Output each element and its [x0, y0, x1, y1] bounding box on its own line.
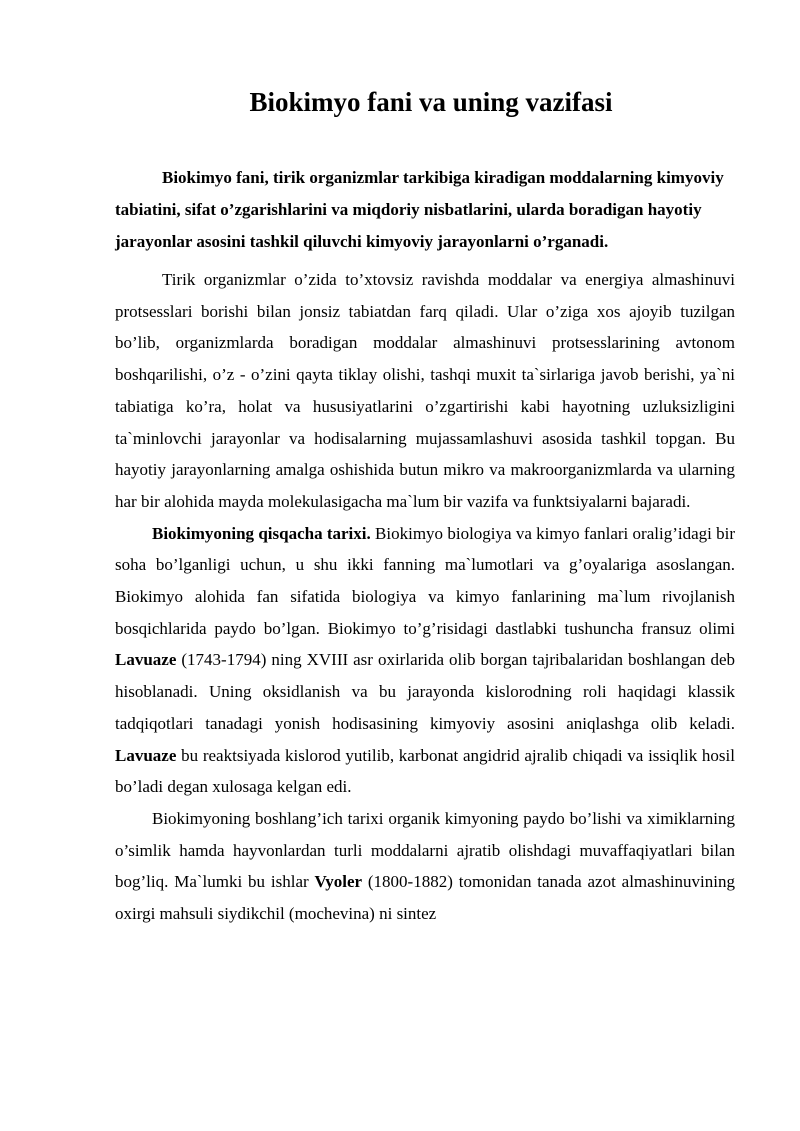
paragraph-3 [115, 803, 735, 930]
intro-paragraph: Biokimyo fani, tirik organizmlar tarkibiga kiradigan moddalarning kimyoviy tabiatini, sifat o’zgarishlarini va miqdoriy nisbatlarini, ularda boradigan hayotiy jarayonlar asosini tashkil qiluvchi kimyoviy jarayonlarni o’rganadi. [115, 168, 724, 251]
paragraph-2-text-2: (1743-1794) ning XVIII asr oxirlarida olib borgan tajribalaridan boshlangan deb hisoblanadi. Uning oksidlanish va bu jarayonda kislorodning roli haqidagi klassik tadqiqotlari tanadagi yonish hodisasining kimyoviy asosini aniqlashga olib keladi. [115, 650, 735, 733]
paragraph-1: Tirik organizmlar o’zida to’xtovsiz ravishda moddalar va energiya almashinuvi protsesslari borishi bilan jonsiz tabiatdan farq qiladi. Ular o’ziga xos ajoyib tuzilgan bo’lib, organizmlarda boradigan moddalar almashinuvi protsesslarining avtonom boshqarilishi, o’z - o’zini qayta tiklay olishi, tashqi muxit ta`sirlariga javob berishi, ya`ni tabiatiga ko’ra, holat va hususiyatlarini o’zgartirishi kabi hayotning uzluksizligini ta`minlovchi jarayonlar va hodisalarning mujassamlashuvi asosida tashkil topgan. Bu hayotiy jarayonlarning amalga oshishida butun mikro va makroorganizmlarda va ularning har bir alohida mayda molekulasigacha ma`lum bir vazifa va funktsiyalarni bajaradi. [115, 270, 735, 511]
history-heading: Biokimyoning qisqacha tarixi. [152, 523, 371, 543]
paragraph-3-text-1: Biokimyoning boshlang’ich tarixi organik kimyoning paydo bo’lishi va ximiklarning o’simlik hamda hayvonlardan turli moddalarni ajratib olishdagi muvaffaqiyatlari bilan bog’liq. Ma`lumki bu ishlar [115, 808, 735, 892]
paragraph-2 [115, 518, 735, 803]
document-page [115, 70, 735, 930]
document-title: Biokimyo fani va uning vazifasi [249, 87, 613, 117]
paragraph-2-text-1: Biokimyo biologiya va kimyo fanlari oralig’idagi bir soha bo’lganligi uchun, u shu ikki fanning ma`lumotlari va g’oyalariga asoslangan. Biokimyo alohida fan sifatida biologiya va kimyo fanlarining ma`lum rivojlanish bosqichlarida paydo bo’lgan. Biokimyo to’g’risidagi dastlabki tushuncha fransuz olimi [115, 523, 736, 638]
scientist-name-lavuaze-2: Lavuaze [115, 745, 177, 765]
paragraph-2-text-3: bu reaktsiyada kislorod yutilib, karbonat angidrid ajralib chiqadi va issiqlik hosil bo’ladi degan xulosaga kelgan edi. [115, 745, 735, 797]
scientist-name-lavuaze: Lavuaze [115, 650, 177, 670]
paragraph-3-text-2: (1800-1882) tomonidan tanada azot almashinuvining oxirgi mahsuli siydikchil (mochevina) ni sintez [115, 872, 735, 924]
scientist-name-vyoler: Vyoler [314, 872, 363, 892]
